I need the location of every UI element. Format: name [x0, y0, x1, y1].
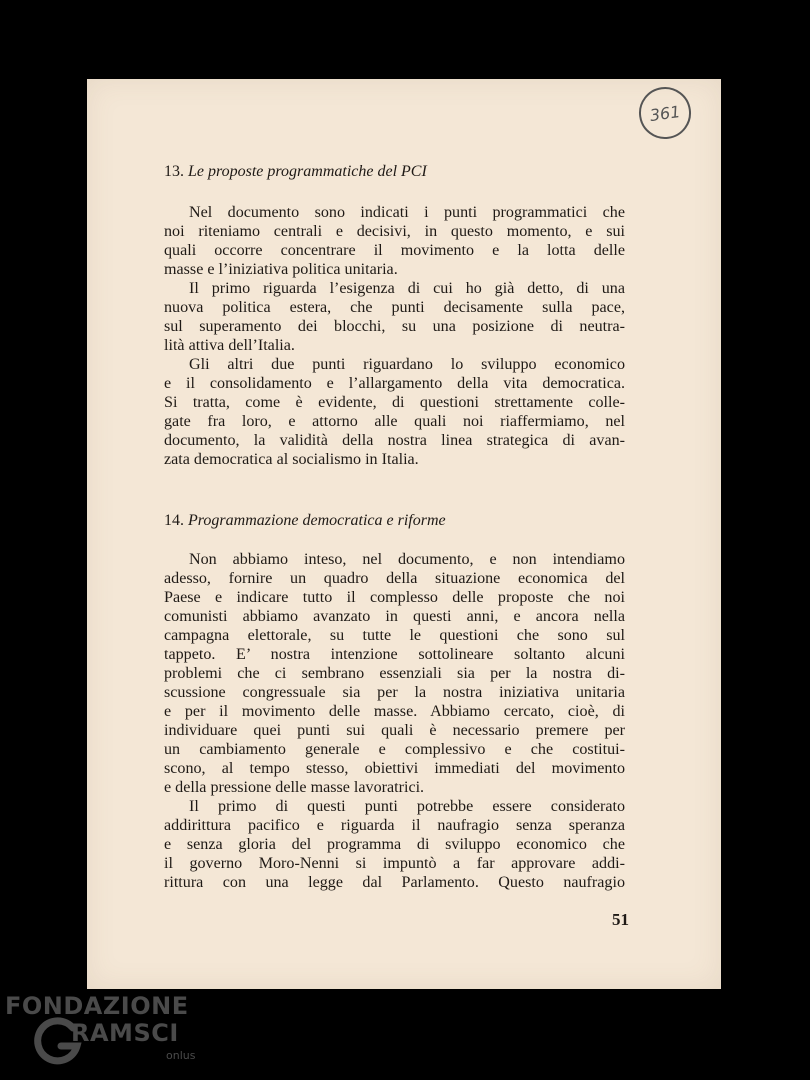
- logo-line-1: FONDAZIONE: [5, 992, 189, 1020]
- text-line: noi riteniamo centrali e decisivi, in questo momento, e sui: [164, 223, 625, 240]
- text-line: Gli altri due punti riguardano lo sviluppo economico: [189, 356, 625, 373]
- text-line: quali occorre concentrare il movimento e la lotta delle: [164, 242, 625, 259]
- logo-subtitle: onlus: [166, 1049, 196, 1062]
- text-line: comunisti abbiamo avanzato in questi anni, e ancora nella: [164, 608, 625, 625]
- section-number: 13.: [164, 163, 184, 180]
- text-line: tappeto. E’ nostra intenzione sottolineare soltanto alcuni: [164, 646, 625, 663]
- text-line: masse e l’iniziativa politica unitaria.: [164, 261, 398, 278]
- text-line: Paese e indicare tutto il complesso delle proposte che noi: [164, 589, 625, 606]
- text-line: problemi che ci sembrano essenziali sia per la nostra di-: [164, 665, 625, 682]
- text-line: un cambiamento generale e complessivo e che costitui-: [164, 741, 625, 758]
- text-line: individuare quei punti sui quali è necessario premere per: [164, 722, 625, 739]
- text-line: scono, al tempo stesso, obiettivi immediati del movimento: [164, 760, 625, 777]
- text-line: adesso, fornire un quadro della situazione economica del: [164, 570, 625, 587]
- text-line: sul superamento dei blocchi, su una posizione di neutra-: [164, 318, 625, 335]
- paragraph: [164, 550, 625, 797]
- text-line: scussione congressuale sia per la nostra iniziativa unitaria: [164, 684, 625, 701]
- paragraph: [164, 279, 625, 355]
- paragraph: [164, 355, 625, 469]
- logo-line-2: [33, 1019, 179, 1047]
- text-line: addirittura pacifico e riguarda il naufragio senza speranza: [164, 817, 625, 834]
- section-14-body: [164, 550, 625, 892]
- section-heading-14: [164, 512, 446, 530]
- fondazione-gramsci-logo: [5, 992, 205, 1072]
- text-line: lità attiva dell’Italia.: [164, 337, 295, 354]
- section-title: Le proposte programmatiche del PCI: [188, 163, 427, 180]
- section-heading-13: [164, 163, 427, 181]
- section-number: 14.: [164, 512, 184, 529]
- text-line: il governo Moro-Nenni si impuntò a far approvare addi-: [164, 855, 625, 872]
- text-line: Non abbiamo inteso, nel documento, e non intendiamo: [189, 551, 625, 568]
- document-page: [87, 79, 721, 989]
- text-line: Il primo riguarda l’esigenza di cui ho già detto, di una: [189, 280, 625, 297]
- text-line: e per il movimento delle masse. Abbiamo cercato, cioè, di: [164, 703, 625, 720]
- text-line: e il consolidamento e l’allargamento della vita democratica.: [164, 375, 625, 392]
- text-line: e senza gloria del programma di sviluppo economico che: [164, 836, 625, 853]
- paragraph: [164, 203, 625, 279]
- text-line: Si tratta, come è evidente, di questioni strettamente colle-: [164, 394, 625, 411]
- text-line: gate fra loro, e attorno alle quali noi riaffermiamo, nel: [164, 413, 625, 430]
- archive-stamp-number: 361: [648, 101, 682, 125]
- page-number: 51: [612, 910, 629, 929]
- text-line: nuova politica estera, che punti decisamente sulla pace,: [164, 299, 625, 316]
- logo-line-2-text: RAMSCI: [71, 1019, 179, 1047]
- section-title: Programmazione democratica e riforme: [188, 512, 446, 529]
- text-line: e della pressione delle masse lavoratrici.: [164, 779, 425, 796]
- text-line: documento, la validità della nostra linea strategica di avan-: [164, 432, 625, 449]
- text-line: Il primo di questi punti potrebbe essere considerato: [189, 798, 625, 815]
- text-line: rittura con una legge dal Parlamento. Questo naufragio: [164, 874, 625, 891]
- text-line: Nel documento sono indicati i punti programmatici che: [189, 204, 625, 221]
- text-line: zata democratica al socialismo in Italia.: [164, 451, 419, 468]
- archive-stamp: [636, 84, 695, 143]
- section-13-body: [164, 203, 625, 469]
- text-line: campagna elettorale, su tutte le questioni che sono sul: [164, 627, 625, 644]
- paragraph: [164, 797, 625, 892]
